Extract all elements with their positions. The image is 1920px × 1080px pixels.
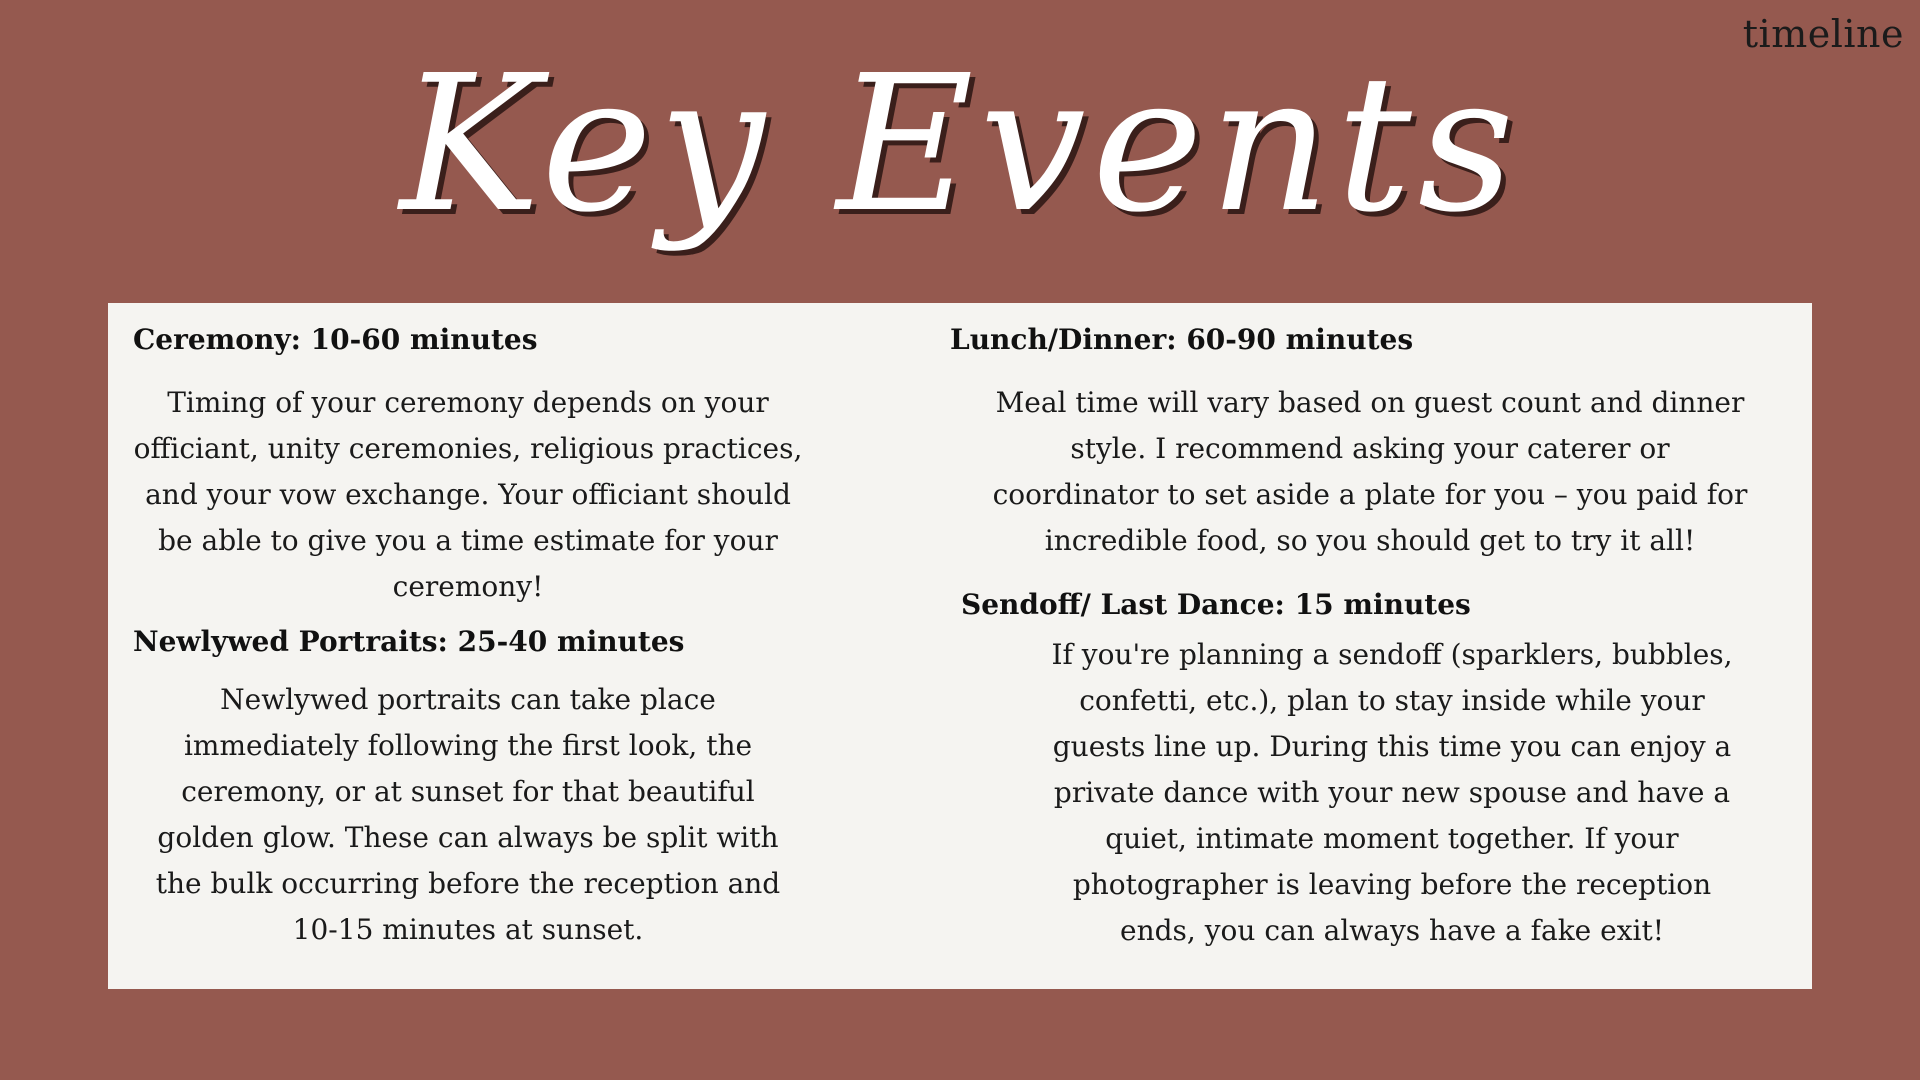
content-panel xyxy=(108,303,1812,989)
dinner-text: Meal time will vary based on guest count and dinner style. I recommend asking your caterer or coordinator to set aside a plate for you – you paid for incredible food, so you should get to try it all! xyxy=(992,386,1748,557)
ceremony-heading: Ceremony: 10-60 minutes xyxy=(133,323,538,356)
ceremony-text: Timing of your ceremony depends on your officiant, unity ceremonies, religious practices, and your vow exchange. Your officiant should be able to give you a time estimate for your ceremony! xyxy=(133,386,803,603)
sendoff-heading: Sendoff/ Last Dance: 15 minutes xyxy=(961,588,1471,621)
dinner-heading: Lunch/Dinner: 60-90 minutes xyxy=(950,323,1414,356)
page-title: Key Events xyxy=(399,35,1521,254)
portraits-heading: Newlywed Portraits: 25-40 minutes xyxy=(133,625,685,658)
corner-label: timeline xyxy=(1742,12,1904,56)
portraits-text: Newlywed portraits can take place immediately following the first look, the ceremony, or at sunset for that beautiful golden glow. These can always be split with the bulk occurring before the reception and 10-15 minutes at sunset. xyxy=(155,683,781,946)
sendoff-text: If you're planning a sendoff (sparklers, bubbles, confetti, etc.), plan to stay inside while your guests line up. During this time you can enjoy a private dance with your new spouse and have a quiet, intimate moment together. If your photographer is leaving before the reception ends, you can always have a fake exit! xyxy=(1051,638,1733,947)
